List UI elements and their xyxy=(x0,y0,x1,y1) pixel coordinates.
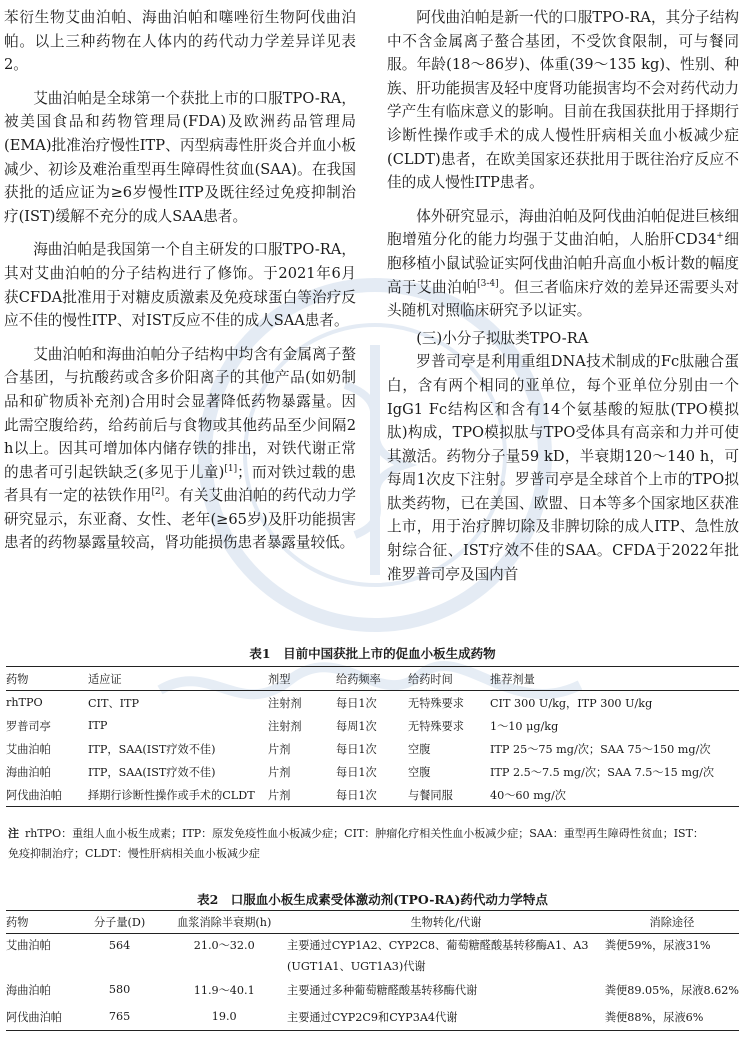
table-row xyxy=(6,1003,739,1031)
table-cell: 无特殊要求 xyxy=(408,719,464,733)
paragraph: 苯衍生物艾曲泊帕、海曲泊帕和噻唑衍生物阿伐曲泊帕。以上三种药物在人体内的药代动力学差异详见表2。 xyxy=(4,9,356,74)
table-cell: 每日1次 xyxy=(336,783,408,807)
text-run: 细胞移植小鼠试验证实阿伐曲泊帕升高血小板计数的幅度高于艾曲泊帕 xyxy=(387,231,739,296)
note-line xyxy=(8,824,738,844)
table-cell: rhTPO xyxy=(6,696,43,709)
table-cell: ITP xyxy=(88,719,108,732)
note-text: rhTPO：重组人血小板生成素；ITP：原发免疫性血小板减少症；CIT：肿瘤化疗相关性血小板减少症；SAA：重型再生障碍性贫血；IST： xyxy=(25,827,704,840)
table-row xyxy=(6,691,739,715)
note-line: 免疫抑制治疗；CLDT：慢性肝病相关血小板减少症 xyxy=(8,847,260,860)
table-cell: 粪便89.05%，尿液8.62% xyxy=(604,983,739,997)
text-run: ；而对铁过载的患者具有一定的祛铁作用 xyxy=(4,463,356,505)
paragraph xyxy=(4,343,356,555)
column-header: 推荐剂量 xyxy=(490,667,739,691)
table-cell: 阿伐曲泊帕 xyxy=(6,783,88,807)
citation-ref[interactable]: [2] xyxy=(151,487,165,498)
text-run: 。有关艾曲泊帕的药代动力学研究显示，东亚裔、女性、老年(≥65岁)及肝功能损害患者的药物暴露量较高，肾功能损伤患者暴露量较低。 xyxy=(4,487,356,552)
table-cell: CIT、ITP xyxy=(88,696,140,710)
table-cell: 注射剂 xyxy=(268,696,302,710)
paragraph xyxy=(387,205,739,323)
table-cell: 海曲泊帕 xyxy=(6,983,51,997)
table-cell: 1～10 μg/kg xyxy=(490,719,559,733)
table-cell: 19.0 xyxy=(161,1003,287,1031)
column-header: 消除途径 xyxy=(605,911,739,934)
table-row xyxy=(6,714,739,737)
table-header-row xyxy=(6,911,739,934)
citation-ref[interactable]: [3-4] xyxy=(477,278,499,289)
table-cell: 580 xyxy=(108,983,131,996)
table-cell: 主要通过CYP1A2、CYP2C8、葡萄糖醛酸基转移酶A1、A3 xyxy=(287,939,589,952)
table-cell: (UGT1A1、UGT1A3)代谢 xyxy=(287,960,426,973)
table-cell: 片剂 xyxy=(268,765,291,779)
table-cell: 主要通过多种葡萄糖醛酸基转移酶代谢 xyxy=(287,983,478,997)
citation-ref[interactable]: [1] xyxy=(224,463,238,474)
table-cell: 艾曲泊帕 xyxy=(6,939,51,952)
table-row xyxy=(6,783,739,807)
table2-caption: 表2 口服血小板生成素受体激动剂(TPO-RA)药代动力学特点 xyxy=(197,892,548,907)
paragraph: 海曲泊帕是我国第一个自主研发的口服TPO-RA，其对艾曲泊帕的分子结构进行了修饰。于2021年6月获CFDA批准用于对糖皮质激素及免疫球蛋白等治疗反应不佳的慢性ITP、对IST反应不佳的成人SAA患者。 xyxy=(4,241,356,330)
table1-note xyxy=(8,824,738,864)
table-cell: 每日1次 xyxy=(336,742,377,756)
column-header: 生物转化/代谢 xyxy=(287,911,605,934)
table-cell: 片剂 xyxy=(268,742,291,756)
column-header: 分子量(D) xyxy=(78,911,162,934)
table-row-continuation xyxy=(6,956,739,976)
table-cell: 21.0～32.0 xyxy=(193,939,255,952)
text-run: 体外研究显示，海曲泊帕及阿伐曲泊帕促进巨核细胞增殖分化的能力均强于艾曲泊帕，人胎肝CD34 xyxy=(387,207,739,249)
table-cell: 空腹 xyxy=(408,742,431,756)
column-header: 给药频率 xyxy=(336,667,408,691)
table-cell: 艾曲泊帕 xyxy=(6,742,51,756)
column-header: 药物 xyxy=(6,911,78,934)
paragraph: 艾曲泊帕是全球第一个获批上市的口服TPO-RA，被美国食品和药物管理局(FDA)及欧洲药品管理局(EMA)批准治疗慢性ITP、丙型病毒性肝炎合并血小板减少、初诊及难治重型再生障碍性贫血(SAA)。在我国获批的适应证为≥6岁慢性ITP及既往经过免疫抑制治疗(IST)缓解不充分的成人SAA患者。 xyxy=(4,89,356,225)
table-cell: 11.9～40.1 xyxy=(193,983,255,997)
table-cell xyxy=(78,956,162,976)
column-header: 给药时间 xyxy=(408,667,490,691)
table1-caption: 表1 目前中国获批上市的促血小板生成药物 xyxy=(249,646,496,661)
paragraph: 罗普司亭是利用重组DNA技术制成的Fc肽融合蛋白，含有两个相同的亚单位，每个亚单位分别由一个IgG1 Fc结构区和含有14个氨基酸的短肽(TPO模拟肽)构成，TPO模拟肽与TPO受体具有高亲和力并可使其激活。药物分子量59 kD，半衰期120～140 h，可每周1次皮下注射。罗普司亭是全球首个上市的TPO拟肽类药物，已在美国、欧盟、日本等多个国家地区获准上市，用于治疗脾切除及非脾切除的成人ITP、急性放射综合征、IST疗效不佳的SAA。CFDA于2022年批准罗普司亭及国内首 xyxy=(387,353,739,583)
table-cell: CIT 300 U/kg，ITP 300 U/kg xyxy=(490,696,653,710)
table-cell xyxy=(6,956,78,976)
table-cell: 阿伐曲泊帕 xyxy=(6,1003,78,1031)
table-cell: 粪便88%，尿液6% xyxy=(605,1003,739,1031)
table-cell: 海曲泊帕 xyxy=(6,765,51,779)
table-cell: 每周1次 xyxy=(336,719,377,733)
table2 xyxy=(6,910,739,1031)
table-header-row xyxy=(6,667,739,691)
column-header: 适应证 xyxy=(88,667,268,691)
table-cell: 每日1次 xyxy=(336,696,377,710)
table-cell: 空腹 xyxy=(408,765,431,779)
column-header: 药物 xyxy=(6,667,88,691)
table-cell: 片剂 xyxy=(268,783,336,807)
column-header: 剂型 xyxy=(268,667,336,691)
table-cell: 40～60 mg/次 xyxy=(490,783,739,807)
table-cell: ITP，SAA(IST疗效不佳) xyxy=(88,765,216,779)
table-cell: 注射剂 xyxy=(268,719,302,733)
note-label: 注 xyxy=(8,827,19,840)
superscript: + xyxy=(716,231,724,242)
table-cell xyxy=(605,956,739,976)
column-header: 血浆消除半衰期(h) xyxy=(161,911,287,934)
table-cell: 主要通过CYP2C9和CYP3A4代谢 xyxy=(287,1003,605,1031)
table-cell: 每日1次 xyxy=(336,765,377,779)
table-cell: ITP，SAA(IST疗效不佳) xyxy=(88,742,216,756)
section-heading: (三)小分子拟肽类TPO-RA xyxy=(416,329,589,347)
text-run: 艾曲泊帕和海曲泊帕分子结构中均含有金属离子螯合基团，与抗酸药或含多价阳离子的其他产品(如奶制品和矿物质补充剂)合用时会显著降低药物暴露量。因此需空腹给药，给药前后与食物或其他药品至少间隔2 h以上。因其可增加体内储存铁的排出，对铁代谢正常的患者可引起铁缺乏(多见于儿童) xyxy=(4,345,356,481)
table-row xyxy=(6,976,739,1003)
table-row xyxy=(6,934,739,957)
table-cell: ITP 2.5～7.5 mg/次；SAA 7.5～15 mg/次 xyxy=(490,765,715,779)
table-cell: 765 xyxy=(78,1003,162,1031)
table-cell: 择期行诊断性操作或手术的CLDT xyxy=(88,783,268,807)
table-row xyxy=(6,737,739,760)
table-cell: 罗普司亭 xyxy=(6,719,51,733)
table-cell: 粪便59%，尿液31% xyxy=(604,939,711,952)
table1 xyxy=(6,666,739,807)
table-cell: 与餐同服 xyxy=(408,783,490,807)
body-right-column xyxy=(387,6,739,586)
table-cell: 564 xyxy=(108,938,131,952)
body-left-column xyxy=(4,6,356,555)
paragraph: 阿伐曲泊帕是新一代的口服TPO-RA，其分子结构中不含金属离子螯合基团，不受饮食限制，可与餐同服。年龄(18～86岁)、体重(39～135 kg)、性别、种族、肝功能损害及轻中度肾功能损害均不会对药代动力学产生有临床意义的影响。目前在我国获批用于择期行诊断性操作或手术的成人慢性肝病相关血小板减少症(CLDT)患者，在欧美国家还获批用于既往治疗反应不佳的成人慢性ITP患者。 xyxy=(387,9,739,192)
table-cell xyxy=(161,956,287,976)
text-run: 。但三者临床疗效的差异还需要头对头随机对照临床研究予以证实。 xyxy=(387,278,739,320)
table-row xyxy=(6,760,739,783)
table-cell: ITP 25～75 mg/次；SAA 75～150 mg/次 xyxy=(490,742,711,756)
table-cell: 无特殊要求 xyxy=(408,696,464,710)
